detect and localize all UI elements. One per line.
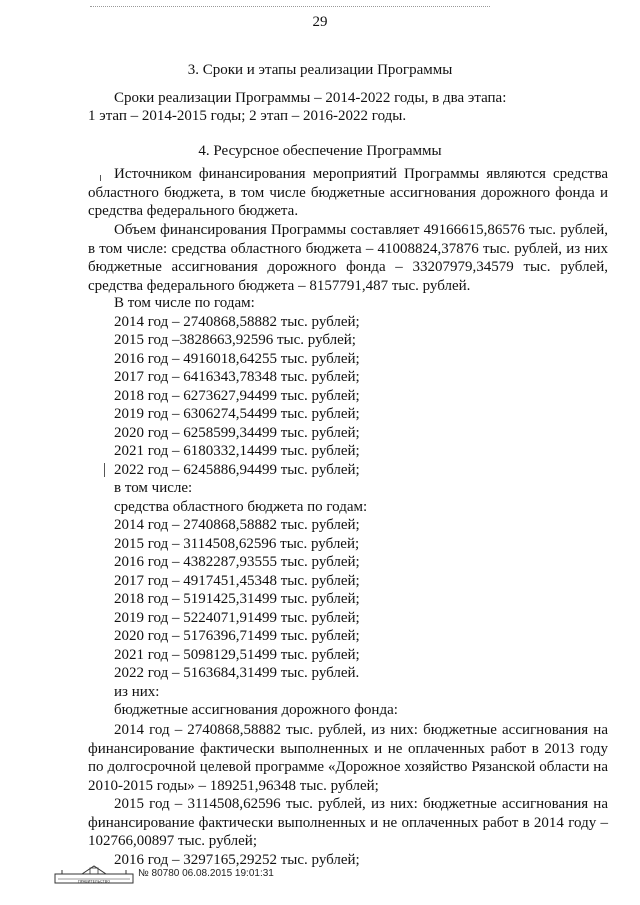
regional-budget-label: средства областного бюджета по годам: <box>114 499 368 515</box>
year-total-line: 2020 год – 6258599,34499 тыс. рублей; <box>114 425 360 441</box>
page-number: 29 <box>312 14 328 30</box>
year-total-line: 2015 год –3828663,92596 тыс. рублей; <box>114 332 356 348</box>
year-regional-line: 2022 год – 5163684,31499 тыс. рублей. <box>114 665 360 681</box>
year-total-line: 2021 год – 6180332,14499 тыс. рублей; <box>114 443 360 459</box>
document-footer <box>54 864 354 886</box>
section-3-title: 3. Сроки и этапы реализации Программы <box>187 62 453 78</box>
year-regional-line: 2020 год – 5176396,71499 тыс. рублей; <box>114 628 360 644</box>
registration-stamp: № 80780 06.08.2015 19:01:31 <box>138 868 274 879</box>
government-logo-icon <box>54 864 134 884</box>
by-years-label: В том числе по годам: <box>114 295 255 311</box>
year-total-line: 2017 год – 6416343,78348 тыс. рублей; <box>114 369 360 385</box>
road-fund-2016-paragraph: 2016 год – 3297165,29252 тыс. рублей; <box>114 852 360 868</box>
road-fund-2015-paragraph: 2015 год – 3114508,62596 тыс. рублей, из них: бюджетные ассигнования на финансирование фактически выполненных и не оплаченных работ в 2014 году – 102766,00897 тыс. рублей; <box>88 796 608 850</box>
road-fund-2014-paragraph: 2014 год – 2740868,58882 тыс. рублей, из них: бюджетные ассигнования на финансирование фактически выполненных и не оплаченных работ в 2013 году по долгосрочной целевой программе «Дорожное хозяйство Рязанской области на 2010-2015 годы» – 189251,96348 тыс. рублей; <box>88 722 608 794</box>
year-regional-line: 2017 год – 4917451,45348 тыс. рублей; <box>114 573 360 589</box>
section-4-title: 4. Ресурсное обеспечение Программы <box>198 143 442 159</box>
section-3-line-1: Сроки реализации Программы – 2014-2022 годы, в два этапа: <box>114 90 507 106</box>
year-regional-line: 2021 год – 5098129,51499 тыс. рублей; <box>114 647 360 663</box>
year-total-line: 2019 год – 6306274,54499 тыс. рублей; <box>114 406 360 422</box>
section-3-line-2: 1 этап – 2014-2015 годы; 2 этап – 2016-2022 годы. <box>88 108 407 124</box>
road-fund-label: бюджетные ассигнования дорожного фонда: <box>114 702 398 718</box>
funding-volume-paragraph: Объем финансирования Программы составляет 49166615,86576 тыс. рублей, в том числе: средства областного бюджета – 41008824,37876 тыс. рублей, из них бюджетные ассигнования дорожного фонда – 33207979,34579 тыс. рублей, средства федерального бюджета – 8157791,487 тыс. рублей. <box>88 222 608 294</box>
logo-text: ПРАВИТЕЛЬСТВО <box>77 879 111 884</box>
scan-artifact-line <box>90 6 490 7</box>
margin-mark <box>104 463 105 477</box>
year-total-line: 2018 год – 6273627,94499 тыс. рублей; <box>114 388 360 404</box>
year-regional-line: 2019 год – 5224071,91499 тыс. рублей; <box>114 610 360 626</box>
year-regional-line: 2018 год – 5191425,31499 тыс. рублей; <box>114 591 360 607</box>
year-regional-line: 2014 год – 2740868,58882 тыс. рублей; <box>114 517 360 533</box>
year-regional-line: 2015 год – 3114508,62596 тыс. рублей; <box>114 536 360 552</box>
including-label: в том числе: <box>114 480 193 496</box>
funding-source-paragraph: Источником финансирования мероприятий Программы являются средства областного бюджета, в том числе бюджетные ассигнования дорожного фонда и средства федерального бюджета. <box>88 166 608 220</box>
year-total-line: 2016 год – 4916018,64255 тыс. рублей; <box>114 351 360 367</box>
year-total-line: 2014 год – 2740868,58882 тыс. рублей; <box>114 314 360 330</box>
year-regional-line: 2016 год – 4382287,93555 тыс. рублей; <box>114 554 360 570</box>
year-total-line: 2022 год – 6245886,94499 тыс. рублей; <box>114 462 360 478</box>
of-them-label: из них: <box>114 684 160 700</box>
